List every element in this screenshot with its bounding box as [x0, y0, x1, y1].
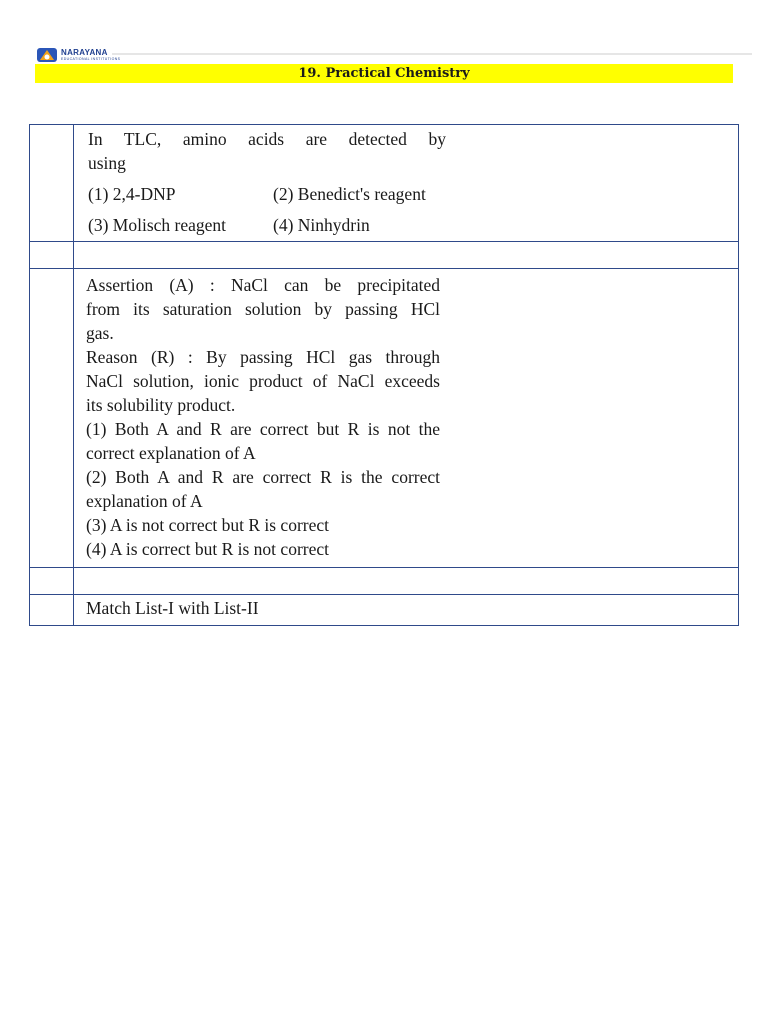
question-number-cell [30, 595, 74, 625]
question-text-line: gas. [86, 323, 114, 343]
spacer-row [30, 568, 738, 595]
options-row [88, 182, 448, 206]
options-row [88, 213, 448, 237]
question-text-line: its solubility product. [86, 395, 236, 415]
question-table [29, 124, 739, 626]
option-2: (2) Benedict's reagent [273, 184, 426, 204]
question-row-2 [30, 269, 738, 568]
question-number-cell [30, 568, 74, 594]
question-text-line: correct explanation of A [86, 443, 256, 463]
question-text-line: In TLC, amino acids are detected by [88, 129, 446, 149]
spacer-cell [74, 568, 738, 594]
question-text-line: Match List-I with List-II [86, 598, 259, 618]
spacer-cell [74, 242, 738, 268]
question-text-line: using [88, 153, 126, 173]
question-content-cell [74, 125, 738, 241]
option-4: (4) Ninhydrin [273, 215, 370, 235]
question-text-line: (3) A is not correct but R is correct [86, 515, 329, 535]
question-number-cell [30, 125, 74, 241]
question-number-cell [30, 242, 74, 268]
logo-subtitle: EDUCATIONAL INSTITUTIONS [61, 56, 121, 61]
option-3: (3) Molisch reagent [88, 215, 227, 235]
option-1: (1) 2,4-DNP [88, 184, 176, 204]
question-text-line: (1) Both A and R are correct but R is not the [86, 419, 440, 439]
question-row-3 [30, 595, 738, 625]
chapter-title: 19. Practical Chemistry [35, 64, 733, 83]
narayana-logo [36, 46, 120, 64]
logo-name: NARAYANA [61, 47, 108, 57]
question-text-line: Reason (R) : By passing HCl gas through [86, 347, 440, 367]
question-text-line: (2) Both A and R are correct R is the correct [86, 467, 440, 487]
question-text-line: NaCl solution, ionic product of NaCl exceeds [86, 371, 440, 391]
question-number-cell [30, 269, 74, 567]
question-content-cell [74, 595, 738, 625]
spacer-row [30, 242, 738, 269]
question-text-line: Assertion (A) : NaCl can be precipitated [86, 275, 440, 295]
question-text-line: explanation of A [86, 491, 203, 511]
question-content-cell [74, 269, 738, 567]
question-row-1 [30, 125, 738, 242]
question-text-line: from its saturation solution by passing HCl [86, 299, 440, 319]
question-text-line: (4) A is correct but R is not correct [86, 539, 329, 559]
header-rule [112, 53, 752, 55]
narayana-emblem-icon [36, 46, 58, 64]
